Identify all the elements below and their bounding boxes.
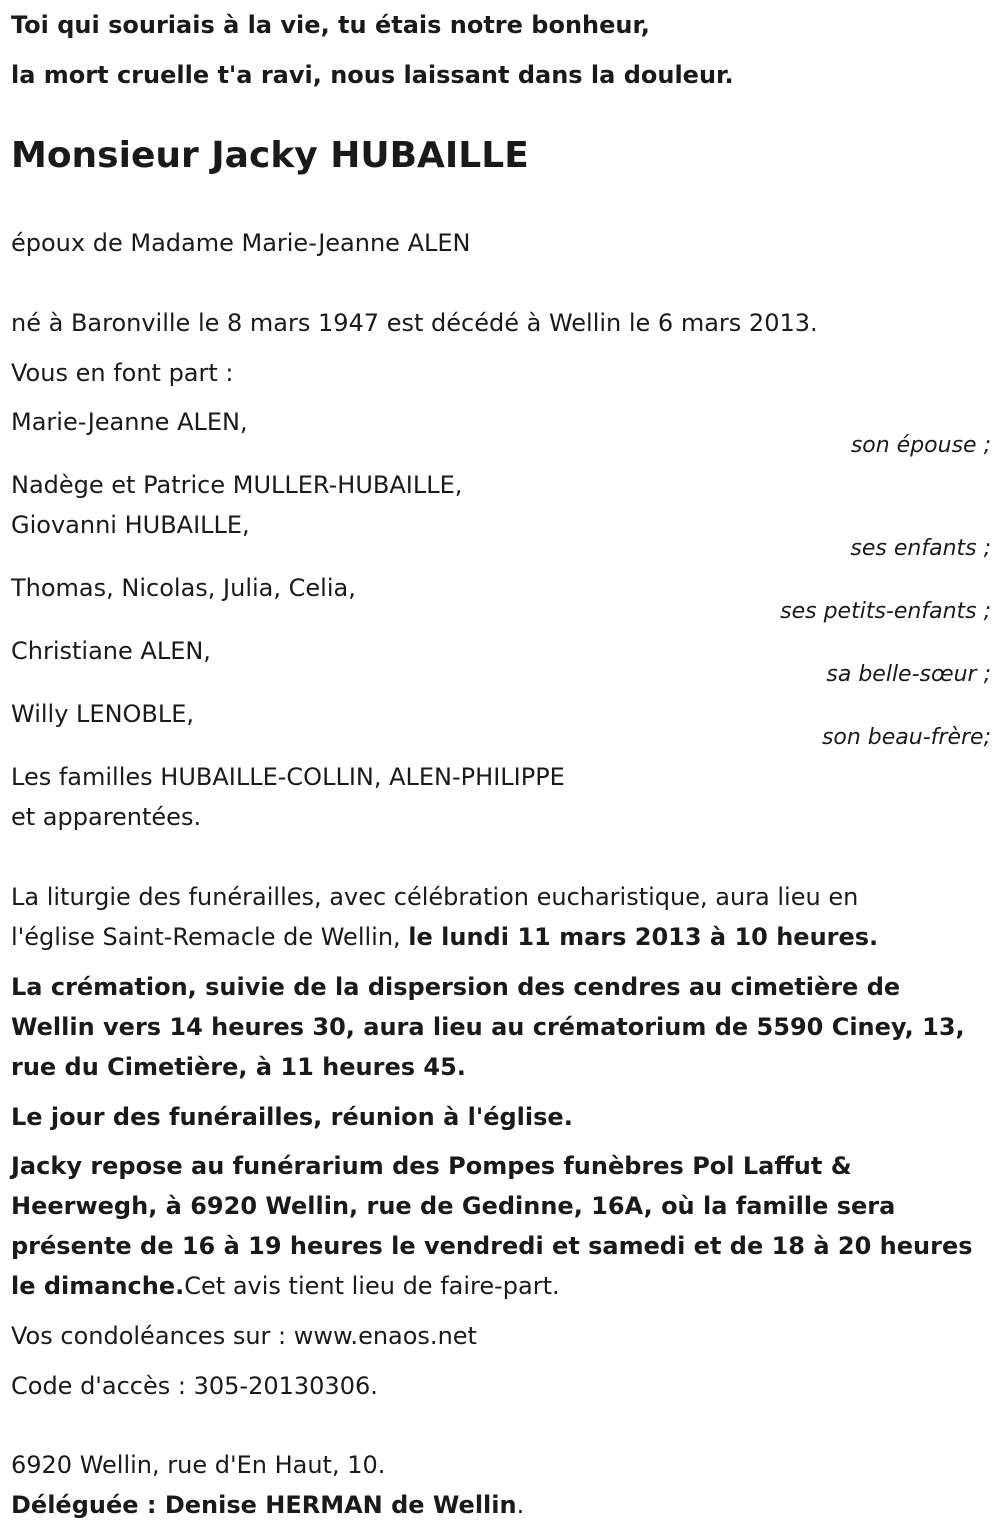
birth-death-line: né à Baronville le 8 mars 1947 est décédé à Wellin le 6 mars 2013. xyxy=(11,309,818,337)
delegate-name: Déléguée : Denise HERMAN de Wellin xyxy=(11,1491,517,1519)
rest-line-3: présente de 16 à 19 heures le vendredi et samedi et de 18 à 20 heures xyxy=(11,1232,973,1260)
families-line-2: et apparentées. xyxy=(11,803,202,831)
family-name: Nadège et Patrice MULLER-HUBAILLE, xyxy=(11,471,463,499)
family-relation: son épouse ; xyxy=(850,433,991,458)
family-name: Marie-Jeanne ALEN, xyxy=(11,408,248,436)
family-relation: son beau-frère; xyxy=(821,725,991,750)
poem-line-1: Toi qui souriais à la vie, tu étais notre bonheur, xyxy=(11,11,650,39)
delegate-period: . xyxy=(516,1491,525,1519)
condolences-site: Vos condoléances sur : www.enaos.net xyxy=(11,1322,477,1350)
family-name: Thomas, Nicolas, Julia, Celia, xyxy=(11,574,356,602)
rest-line-1: Jacky repose au funérarium des Pompes funèbres Pol Laffut & xyxy=(11,1152,852,1180)
delegate-line xyxy=(11,1490,524,1520)
liturgy-line-1: La liturgie des funérailles, avec célébration eucharistique, aura lieu en xyxy=(11,883,859,911)
family-name: Willy LENOBLE, xyxy=(11,700,195,728)
family-relation: sa belle-sœur ; xyxy=(826,662,991,687)
families-line-1: Les familles HUBAILLE-COLLIN, ALEN-PHILIPPE xyxy=(11,763,565,791)
cremation-line-2: Wellin vers 14 heures 30, aura lieu au crématorium de 5590 Ciney, 13, xyxy=(11,1013,965,1041)
family-relation: ses enfants ; xyxy=(850,536,991,561)
family-relation: ses petits-enfants ; xyxy=(780,599,991,624)
spouse-line: époux de Madame Marie-Jeanne ALEN xyxy=(11,229,471,257)
poem-line-2: la mort cruelle t'a ravi, nous laissant dans la douleur. xyxy=(11,61,734,89)
address-line: 6920 Wellin, rue d'En Haut, 10. xyxy=(11,1451,386,1479)
meeting-line: Le jour des funérailles, réunion à l'église. xyxy=(11,1103,573,1131)
rest-sunday: le dimanche. xyxy=(11,1272,185,1300)
deceased-name: Monsieur Jacky HUBAILLE xyxy=(11,135,529,176)
cremation-line-3: rue du Cimetière, à 11 heures 45. xyxy=(11,1053,466,1081)
rest-line-2: Heerwegh, à 6920 Wellin, rue de Gedinne, 16A, où la famille sera xyxy=(11,1192,896,1220)
liturgy-line-2 xyxy=(11,922,878,952)
family-name: Giovanni HUBAILLE, xyxy=(11,511,250,539)
faire-part-notice: Cet avis tient lieu de faire-part. xyxy=(184,1272,560,1300)
access-code: Code d'accès : 305-20130306. xyxy=(11,1372,378,1400)
family-name: Christiane ALEN, xyxy=(11,637,211,665)
rest-line-4 xyxy=(11,1271,560,1301)
liturgy-date: le lundi 11 mars 2013 à 10 heures. xyxy=(408,923,879,951)
liturgy-location: l'église Saint-Remacle de Wellin, xyxy=(11,923,409,951)
announcement-intro: Vous en font part : xyxy=(11,359,234,387)
cremation-line-1: La crémation, suivie de la dispersion des cendres au cimetière de xyxy=(11,973,901,1001)
